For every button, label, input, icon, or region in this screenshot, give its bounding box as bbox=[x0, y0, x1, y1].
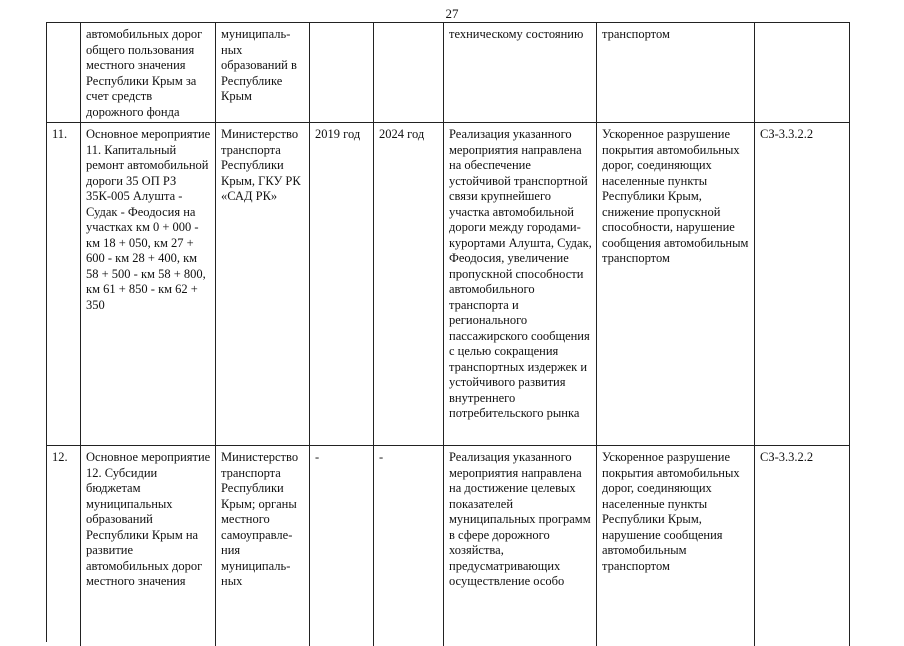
table-row bbox=[47, 23, 850, 123]
row-number-cell: 12. bbox=[47, 446, 81, 646]
expected-result-cell: техническому состоянию bbox=[444, 23, 597, 122]
start-year-cell bbox=[310, 23, 374, 122]
link-cell: СЗ-3.3.2.2 bbox=[755, 446, 850, 646]
page-number: 27 bbox=[445, 6, 459, 21]
executor-cell: муниципаль-ных образований в Республике Крым bbox=[216, 23, 310, 122]
measure-name-cell: Основное мероприятие 12. Субсидии бюджетам муниципальных образований Республики Крым на развитие автомобильных дорог местного значения bbox=[81, 446, 216, 646]
link-cell bbox=[755, 23, 850, 122]
table-row bbox=[47, 123, 850, 446]
table-row bbox=[47, 446, 850, 646]
executor-cell: Министерство транспорта Республики Крым, ГКУ РК «САД РК» bbox=[216, 123, 310, 445]
consequence-cell: Ускоренное разрушение покрытия автомобильных дорог, соединяющих населенные пункты Республики Крым, нарушение сообщения автомобильным транспортом bbox=[597, 446, 755, 646]
start-year-cell: 2019 год bbox=[310, 123, 374, 445]
measure-name-cell: автомобильных дорог общего пользования местного значения Республики Крым за счет средств дорожного фонда bbox=[81, 23, 216, 122]
expected-result-cell: Реализация указанного мероприятия направлена на достижение целевых показателей муниципальных программ в сфере дорожного хозяйства, предусматривающих осуществление особо bbox=[444, 446, 597, 646]
measures-table bbox=[46, 22, 850, 642]
row-number-cell: 11. bbox=[47, 123, 81, 445]
measure-name-cell: Основное мероприятие 11. Капитальный ремонт автомобильной дороги 35 ОП РЗ 35К-005 Алушта - Судак - Феодосия на участках км 0 + 000 - км 18 + 050, км 27 + 600 - км 28 + 400, км 58 + 500 - км 58 + 800, км 61 + 850 - км 62 + 350 bbox=[81, 123, 216, 445]
start-year-cell: - bbox=[310, 446, 374, 646]
consequence-cell: транспортом bbox=[597, 23, 755, 122]
link-cell: СЗ-3.3.2.2 bbox=[755, 123, 850, 445]
end-year-cell: - bbox=[374, 446, 444, 646]
expected-result-cell: Реализация указанного мероприятия направлена на обеспечение устойчивой транспортной связи крупнейшего участка автомобильной дороги между городами-курортами Алушта, Судак, Феодосия, увеличение пропускной способности автомобильного транспорта и регионального пассажирского сообщения с целью сокращения транспортных издержек и устойчивого развития внутреннего потребительского рынка bbox=[444, 123, 597, 445]
row-number-cell bbox=[47, 23, 81, 122]
executor-cell: Министерство транспорта Республики Крым; органы местного самоуправле-ния муниципаль-ных bbox=[216, 446, 310, 646]
end-year-cell bbox=[374, 23, 444, 122]
end-year-cell: 2024 год bbox=[374, 123, 444, 445]
consequence-cell: Ускоренное разрушение покрытия автомобильных дорог, соединяющих населенные пункты Республики Крым, снижение пропускной способности, нарушение сообщения автомобильным транспортом bbox=[597, 123, 755, 445]
